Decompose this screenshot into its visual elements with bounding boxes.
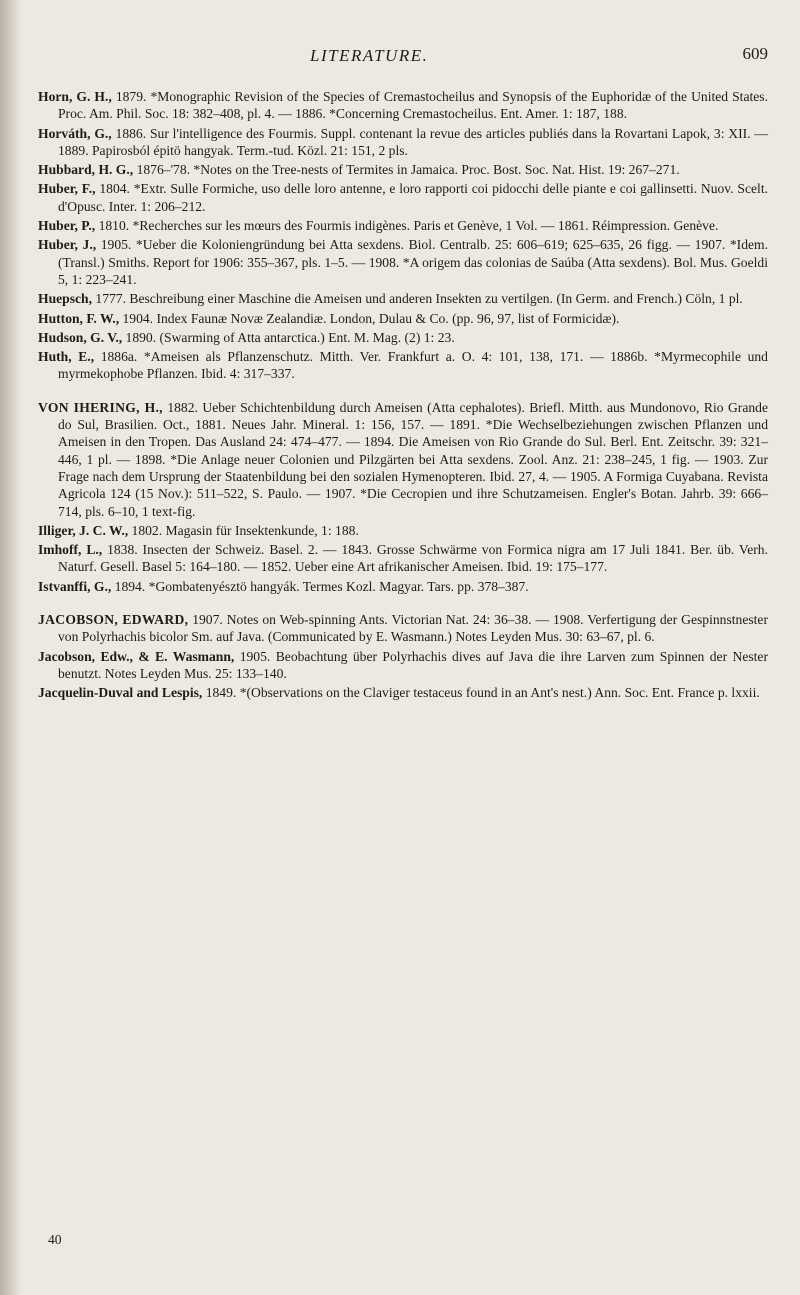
bibliography-entry [38, 541, 768, 576]
entry-author: Huber, F., [38, 181, 96, 197]
bibliography-entry [38, 180, 768, 215]
entry-text: 1894. *Gombatenyésztö hangyák. Termes Kozl. Magyar. Tars. pp. 378–387. [111, 578, 529, 594]
bibliography-list [38, 88, 768, 704]
page-header [38, 46, 768, 72]
entry-text: 1876–'78. *Notes on the Tree-nests of Termites in Jamaica. Proc. Bost. Soc. Nat. Hist. 19: 267–271. [133, 162, 680, 178]
bibliography-entry [38, 329, 768, 346]
entry-author: Illiger, J. C. W., [38, 522, 129, 538]
entry-text: 1879. *Monographic Revision of the Species of Cremastocheilus and Synopsis of the Euphoridæ of the United States. Proc. Am. Phil. Soc. 18: 382–408, pl. 4. — 1886. *Concerning Cremastocheilus. Ent. Amer. 1: 187, 188. [58, 89, 768, 122]
page-number: 609 [742, 44, 768, 63]
entry-text: 1905. Beobachtung über Polyrhachis dives auf Java die ihre Larven zum Spinnen der Nester benutzt. Notes Leyden Mus. 25: 133–140. [58, 648, 768, 681]
entry-text: 1802. Magasin für Insektenkunde, 1: 188. [128, 522, 359, 538]
entry-text: 1804. *Extr. Sulle Formiche, uso delle loro antenne, e loro rapporti coi pidocchi delle piante e coi gallinsetti. Nuov. Scelt. d'Opusc. Inter. 1: 206–212. [58, 181, 768, 214]
entry-author: Horn, G. H., [38, 89, 112, 104]
entry-author: Huth, E., [38, 349, 95, 365]
entry-author: Hudson, G. V., [38, 329, 123, 345]
entry-text: 1849. *(Observations on the Claviger testaceus found in an Ant's nest.) Ann. Soc. Ent. France p. lxxii. [202, 685, 760, 701]
bibliography-entry [38, 236, 768, 288]
entry-author: Huber, P., [38, 218, 96, 234]
entry-author: Jacquelin-Duval and Lespis, [38, 685, 203, 701]
entry-text: 1886a. *Ameisen als Pflanzenschutz. Mitth. Ver. Frankfurt a. O. 4: 101, 138, 171. — 1886b. *Myrmecophile und myrmekophobe Pflanzen. Ibid. 4: 317–337. [58, 349, 768, 382]
entry-author: VON IHERING, H., [38, 399, 163, 415]
entry-text: 1907. Notes on Web-spinning Ants. Victorian Nat. 24: 36–38. — 1908. Verfertigung der Gespinnstnester von Polyrhachis bicolor Sm. auf Java. (Communicated by E. Wasmann.) Notes Leyden Mus. 30: 63–67, pl. 6. [58, 612, 768, 645]
running-title: LITERATURE. [310, 46, 429, 65]
entry-author: JACOBSON, EDWARD, [38, 612, 189, 628]
entry-author: Hutton, F. W., [38, 310, 120, 326]
signature-mark: 40 [48, 1232, 62, 1247]
bibliography-entry [38, 125, 768, 160]
entry-text: 1886. Sur l'intelligence des Fourmis. Suppl. contenant la revue des articles publiés dans la Rovartani Lapok, 3: XII. — 1889. Papirosból épitö hangyak. Term.-tud. Közl. 21: 151, 2 pls. [58, 125, 768, 158]
bibliography-entry [38, 88, 768, 123]
bibliography-entry [38, 310, 768, 327]
entry-author: Imhoff, L., [38, 542, 103, 558]
bibliography-entry [38, 522, 768, 539]
entry-author: Istvanffi, G., [38, 578, 112, 594]
entry-author: Huepsch, [38, 291, 93, 307]
entry-text: 1777. Beschreibung einer Maschine die Ameisen und anderen Insekten zu vertilgen. (In Germ. and French.) Cöln, 1 pl. [92, 291, 743, 307]
entry-text: 1810. *Recherches sur les mœurs des Fourmis indigènes. Paris et Genève, 1 Vol. — 1861. Réimpression. Genève. [95, 218, 719, 234]
entry-text: 1890. (Swarming of Atta antarctica.) Ent. M. Mag. (2) 1: 23. [122, 329, 455, 345]
entry-author: Hubbard, H. G., [38, 162, 134, 178]
entry-author: Huber, J., [38, 237, 97, 253]
bibliography-entry [38, 161, 768, 178]
entry-author: Horváth, G., [38, 125, 112, 141]
book-page [38, 0, 768, 1295]
bibliography-entry [38, 217, 768, 234]
bibliography-entry [38, 684, 768, 701]
bibliography-entry [38, 648, 768, 683]
entry-text: 1905. *Ueber die Koloniengründung bei Atta sexdens. Biol. Centralb. 25: 606–619; 625–635, 26 figg. — 1907. *Idem. (Transl.) Smiths. Report for 1906: 355–367, pls. 1–5. — 1908. *A origem das colonias de Saúba (Atta sexdens). Bol. Mus. Goeldi 5, 1: 223–241. [58, 237, 768, 287]
book-gutter-shadow [0, 0, 22, 1295]
bibliography-entry [38, 578, 768, 595]
entry-text: 1904. Index Faunæ Novæ Zealandiæ. London, Dulau & Co. (pp. 96, 97, list of Formicidæ). [119, 310, 620, 326]
bibliography-entry [38, 348, 768, 383]
bibliography-entry [38, 290, 768, 307]
entry-text: 1838. Insecten der Schweiz. Basel. 2. — 1843. Grosse Schwärme von Formica nigra am 17 Juli 1841. Ber. üb. Verh. Naturf. Gesell. Basel 5: 164–180. — 1852. Ueber eine Art afrikanischer Ameisen. Ibid. 19: 175–177. [58, 542, 768, 575]
entry-text: 1882. Ueber Schichtenbildung durch Ameisen (Atta cephalotes). Briefl. Mitth. aus Mundonovo, Rio Grande do Sul, Brasilien. Oct., 1881. Neues Jahr. Mineral. 1: 156, 157. — 1891. *Die Wechselbeziehungen zwischen Pflanzen und Ameisen in den Tropen. Das Ausland 24: 474–477. — 1894. Die Ameisen von Rio Grande do Sul. Berl. Ent. Zeitschr. 39: 321–446, 1 pl. — 1898. *Die Anlage neuer Colonien und Pilzgärten bei Atta sexdens. Zool. Anz. 21: 238–245, 1 fig. — 1903. Zur Frage nach dem Ursprung der Staatenbildung bei den sozialen Hymenopteren. Ibid. 27, 4. — 1905. A Formiga Cuyabana. Revista Agricola 124 (15 Nov.): 511–522, S. Paulo. — 1907. *Die Cecropien und ihre Schutzameisen. Engler's Botan. Jahrb. 39: 666–714, pls. 6–10, 1 text-fig. [58, 399, 768, 519]
bibliography-entry [38, 611, 768, 646]
bibliography-entry [38, 399, 768, 520]
entry-author: Jacobson, Edw., & E. Wasmann, [38, 648, 235, 664]
